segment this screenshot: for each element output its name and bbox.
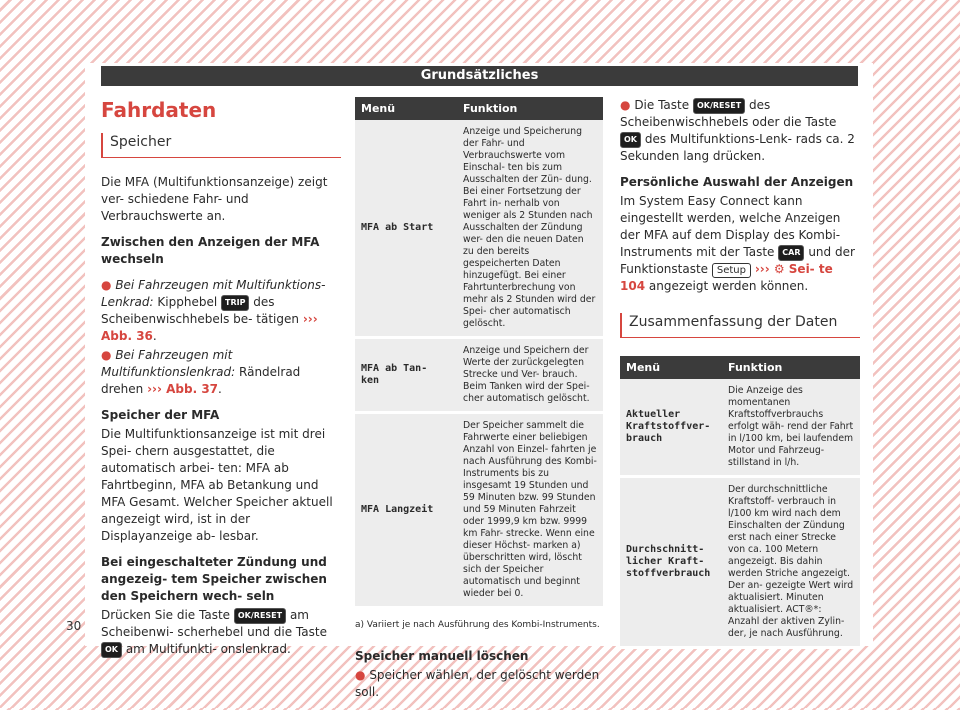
column-left bbox=[101, 97, 341, 667]
table-header-function: Funktion bbox=[457, 97, 603, 120]
table-cell-function: Die Anzeige des momentanen Kraftstoffverbrauchs erfolgt wäh- rend der Fahrt in l/100 km, bei laufendem Motor und Fahrzeug- stillstand in l/h. bbox=[722, 379, 860, 477]
ok-key-icon: OK bbox=[620, 132, 641, 148]
table-row bbox=[620, 379, 860, 477]
intro-paragraph: Die MFA (Multifunktionsanzeige) zeigt ver- schiedene Fahr- und Verbrauchswerte an. bbox=[101, 175, 328, 223]
okreset-key-icon: OK/RESET bbox=[693, 98, 745, 114]
okreset-key-icon: OK/RESET bbox=[234, 608, 286, 624]
table-row bbox=[355, 413, 603, 608]
table-header-menu: Menü bbox=[620, 356, 722, 379]
table-cell-menu: MFA ab Tan- ken bbox=[355, 338, 457, 413]
bullet-text: des Scheibenwischhebels be- tätigen bbox=[101, 295, 299, 326]
delete-bullet: ● Speicher wählen, der gelöscht werden soll. bbox=[355, 668, 600, 699]
table-row bbox=[355, 120, 603, 338]
bullet-icon: ● bbox=[101, 278, 112, 292]
ignition-paragraph: Drücken Sie die Taste OK/RESET am Scheibenwi- scherhebel und die Taste OK am Multifunkti- onslenkrad. bbox=[101, 608, 327, 656]
personal-paragraph: Im System Easy Connect kann eingestellt werden, welche Anzeigen der MFA auf dem Display des Kombi-Instruments mit der Taste CAR und der Funktionstaste Setup ››› ⚙ Sei- te 104 angezeigt werden können. bbox=[620, 194, 855, 293]
table-cell-menu: Aktueller Kraftstoffver- brauch bbox=[620, 379, 722, 477]
bullet-icon: ● bbox=[355, 668, 366, 682]
table-cell-menu: MFA Langzeit bbox=[355, 413, 457, 608]
section-heading-speicher: Speicher bbox=[101, 133, 341, 158]
table-row bbox=[355, 338, 603, 413]
table-cell-menu: MFA ab Start bbox=[355, 120, 457, 338]
table-header-function: Funktion bbox=[722, 356, 860, 379]
gear-icon: ⚙ bbox=[773, 262, 785, 276]
table-header-menu: Menü bbox=[355, 97, 457, 120]
memory-paragraph: Die Multifunktionsanzeige ist mit drei Spei- chern ausgestattet, die automatisch arbei- ten: MFA ab Fahrtbeginn, MFA ab Betankung und MFA Gesamt. Welcher Speicher aktuell angezeigt wird, ist in der Displayanzeige ab- lesbar. bbox=[101, 427, 333, 543]
page-title: Fahrdaten bbox=[101, 98, 217, 122]
abb36-link[interactable]: ››› Abb. 36 bbox=[101, 312, 318, 343]
ignition-heading: Bei eingeschalteter Zündung und angezeig- tem Speicher zwischen den Speichern wech- seln bbox=[101, 555, 327, 603]
trip-key-icon: TRIP bbox=[221, 295, 249, 311]
bullet-steering-wheel: ● Bei Fahrzeugen mit Multifunktions-Lenkrad: Kipphebel TRIP des Scheibenwischhebels be- tätigen ››› Abb. 36. bbox=[101, 278, 326, 343]
memory-heading: Speicher der MFA bbox=[101, 408, 220, 422]
page-number: 30 bbox=[66, 619, 82, 633]
table-cell-function: Anzeige und Speicherung der Fahr- und Verbrauchswerte vom Einschal- ten bis zum Ausschalten der Zün- dung. Bei einer Fortsetzung der Fahrt in- nerhalb von weniger als 2 Stunden nach Ausschalten der Zündung wer- den die neuen Daten zu den bereits gespeicherten Daten hinzugefügt. Bei einer Fahrtunterbrechung von mehr als 2 Stunden wird der Spei- cher automatisch gelöscht. bbox=[457, 120, 603, 338]
table-cell-menu: Durchschnitt- licher Kraft- stoffverbrauch bbox=[620, 477, 722, 648]
setup-key: Setup bbox=[712, 263, 751, 278]
ok-key-icon: OK bbox=[101, 642, 122, 658]
bullet-text: Rändelrad drehen bbox=[101, 365, 301, 396]
personal-heading: Persönliche Auswahl der Anzeigen bbox=[620, 175, 854, 189]
delete-heading: Speicher manuell löschen bbox=[355, 649, 529, 663]
bullet-icon: ● bbox=[620, 98, 631, 112]
bullet-text: Kipphebel bbox=[157, 295, 218, 309]
memory-table bbox=[355, 97, 603, 609]
bullet-thumbwheel: ● Bei Fahrzeugen mit Multifunktionslenkrad: Rändelrad drehen ››› Abb. 37. bbox=[101, 348, 301, 396]
column-middle bbox=[355, 97, 603, 710]
table-cell-function: Anzeige und Speichern der Werte der zurückgelegten Strecke und Ver- brauch. Beim Tanken wird der Spei- cher automatisch gelöscht. bbox=[457, 338, 603, 413]
footnote: a) Variiert je nach Ausführung des Kombi-Instruments. bbox=[355, 620, 600, 630]
table-cell-function: Der durchschnittliche Kraftstoff- verbrauch in l/100 km wird nach dem Einschalten der Zündung erst nach einer Strecke von ca. 100 Metern angezeigt. Bis dahin werden Striche angezeigt. Der an- gezeigte Wert wird aktualisiert. Minuten aktualisiert. ACT®*: Anzahl der aktiven Zylin- der, je nach Ausführung. bbox=[722, 477, 860, 648]
bullet-thumbwheel-label: Bei Fahrzeugen mit Multifunktionslenkrad: bbox=[101, 348, 236, 379]
table-row bbox=[620, 477, 860, 648]
switch-heading: Zwischen den Anzeigen der MFA wechseln bbox=[101, 235, 320, 266]
table-cell-function: Der Speicher sammelt die Fahrwerte einer beliebigen Anzahl von Einzel- fahrten je nach Ausführung des Kombi-Instruments bis zu insgesamt 19 Stunden und 59 Minuten bzw. 99 Stunden und 59 Minuten Fahrzeit oder 1999,9 km bzw. 9999 km Fahr- strecke. Wenn eine dieser Höchst- marken a) überschritten wird, löscht sich der Speicher automatisch und beginnt wieder bei 0. bbox=[457, 413, 603, 608]
reset-bullet: ● Die Taste OK/RESET des Scheibenwischhebels oder die Taste OK des Multifunktions-Lenk- rads ca. 2 Sekunden lang drücken. bbox=[620, 98, 855, 163]
car-key-icon: CAR bbox=[778, 245, 804, 261]
abb37-link[interactable]: ››› Abb. 37 bbox=[147, 382, 219, 396]
summary-table bbox=[620, 356, 860, 649]
column-right bbox=[620, 97, 860, 649]
bullet-steering-label: Bei Fahrzeugen mit Multifunktions-Lenkrad: bbox=[101, 278, 326, 309]
section-heading-summary: Zusammenfassung der Daten bbox=[620, 313, 860, 338]
page104-link[interactable]: ››› ⚙ Sei- te 104 bbox=[620, 262, 833, 293]
bullet-icon: ● bbox=[101, 348, 112, 362]
page-header: Grundsätzliches bbox=[101, 66, 858, 86]
